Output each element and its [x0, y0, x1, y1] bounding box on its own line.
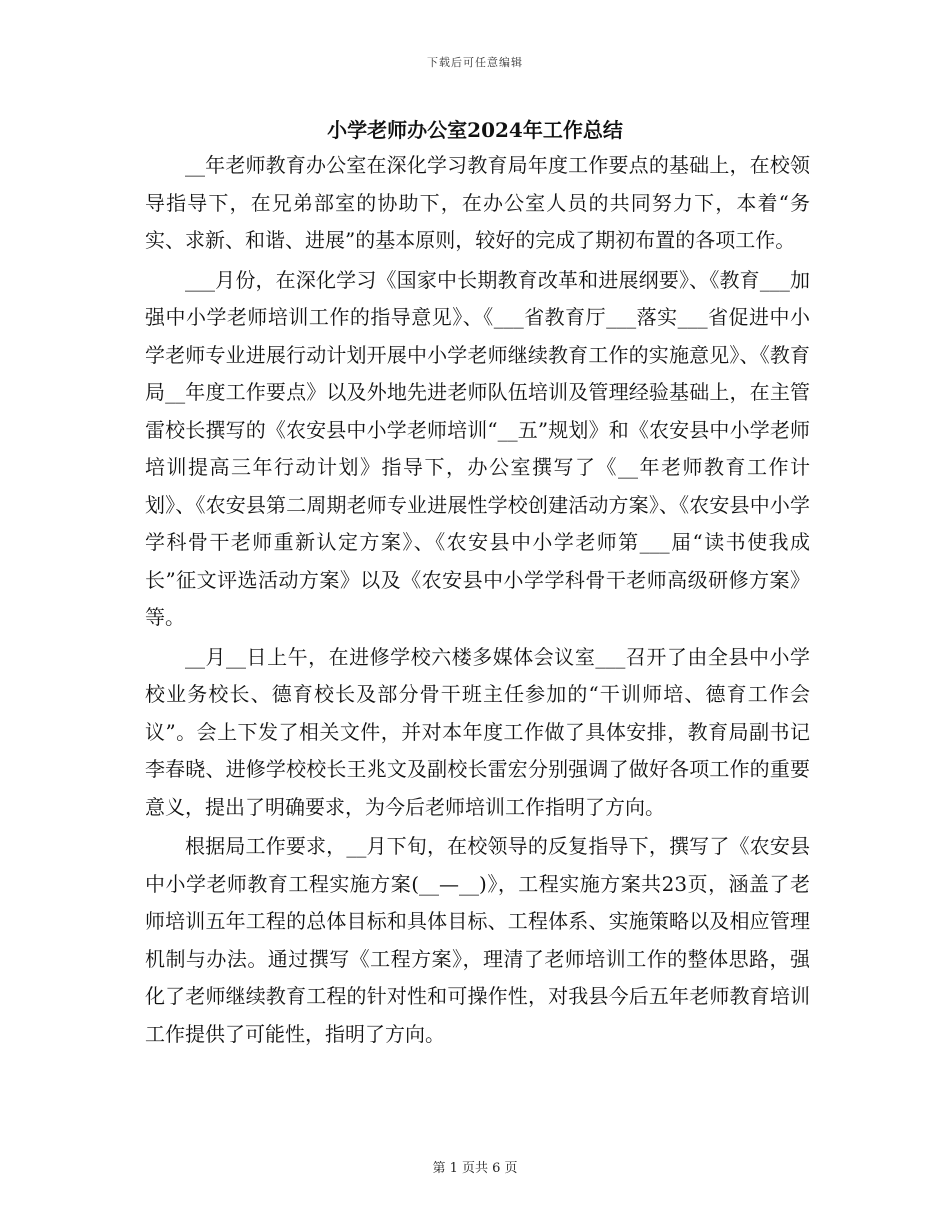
- paragraph: __年老师教育办公室在深化学习教育局年度工作要点的基础上，在校领导指导下，在兄弟部室的协助下，在办公室人员的共同努力下，本着“务实、求新、和谐、进展”的基本原则，较好的完成了期初布置的各项工作。: [145, 153, 810, 252]
- paragraph: ___月份，在深化学习《国家中长期教育改革和进展纲要》、《教育___加强中小学老师培训工作的指导意见》、《___省教育厅___落实___省促进中小学老师专业进展行动计划开展中小学老师继续教育工作的实施意见》、《教育局__年度工作要点》以及外地先进老师队伍培训及管理经验基础上，在主管雷校长撰写的《农安县中小学老师培训“__五”规划》和《农安县中小学老师培训提高三年行动计划》指导下，办公室撰写了《__年老师教育工作计划》、《农安县第二周期老师专业进展性学校创建活动方案》、《农安县中小学学科骨干老师重新认定方案》、《农安县中小学老师第___届“读书使我成长”征文评选活动方案》以及《农安县中小学学科骨干老师高级研修方案》等。: [145, 267, 810, 629]
- page-number: 第 1 页共 6 页: [432, 1161, 518, 1176]
- paragraph: __月__日上午，在进修学校六楼多媒体会议室___召开了由全县中小学校业务校长、德育校长及部分骨干班主任参加的“干训师培、德育工作会议”。会上下发了相关文件，并对本年度工作做了具体安排，教育局副书记李春晓、进修学校校长王兆文及副校长雷宏分别强调了做好各项工作的重要意义，提出了明确要求，为今后老师培训工作指明了方向。: [145, 644, 810, 819]
- document-title: 小学老师办公室2024年工作总结: [327, 118, 623, 142]
- paragraph: 根据局工作要求，__月下旬，在校领导的反复指导下，撰写了《农安县中小学老师教育工程实施方案(__—__)》，工程实施方案共23页，涵盖了老师培训五年工程的总体目标和具体目标、工程体系、实施策略以及相应管理机制与办法。通过撰写《工程方案》，理清了老师培训工作的整体思路，强化了老师继续教育工程的针对性和可操作性，对我县今后五年老师教育培训工作提供了可能性，指明了方向。: [145, 834, 810, 1046]
- page-header: 下载后可任意编辑: [427, 56, 523, 69]
- document-body: [145, 147, 810, 1107]
